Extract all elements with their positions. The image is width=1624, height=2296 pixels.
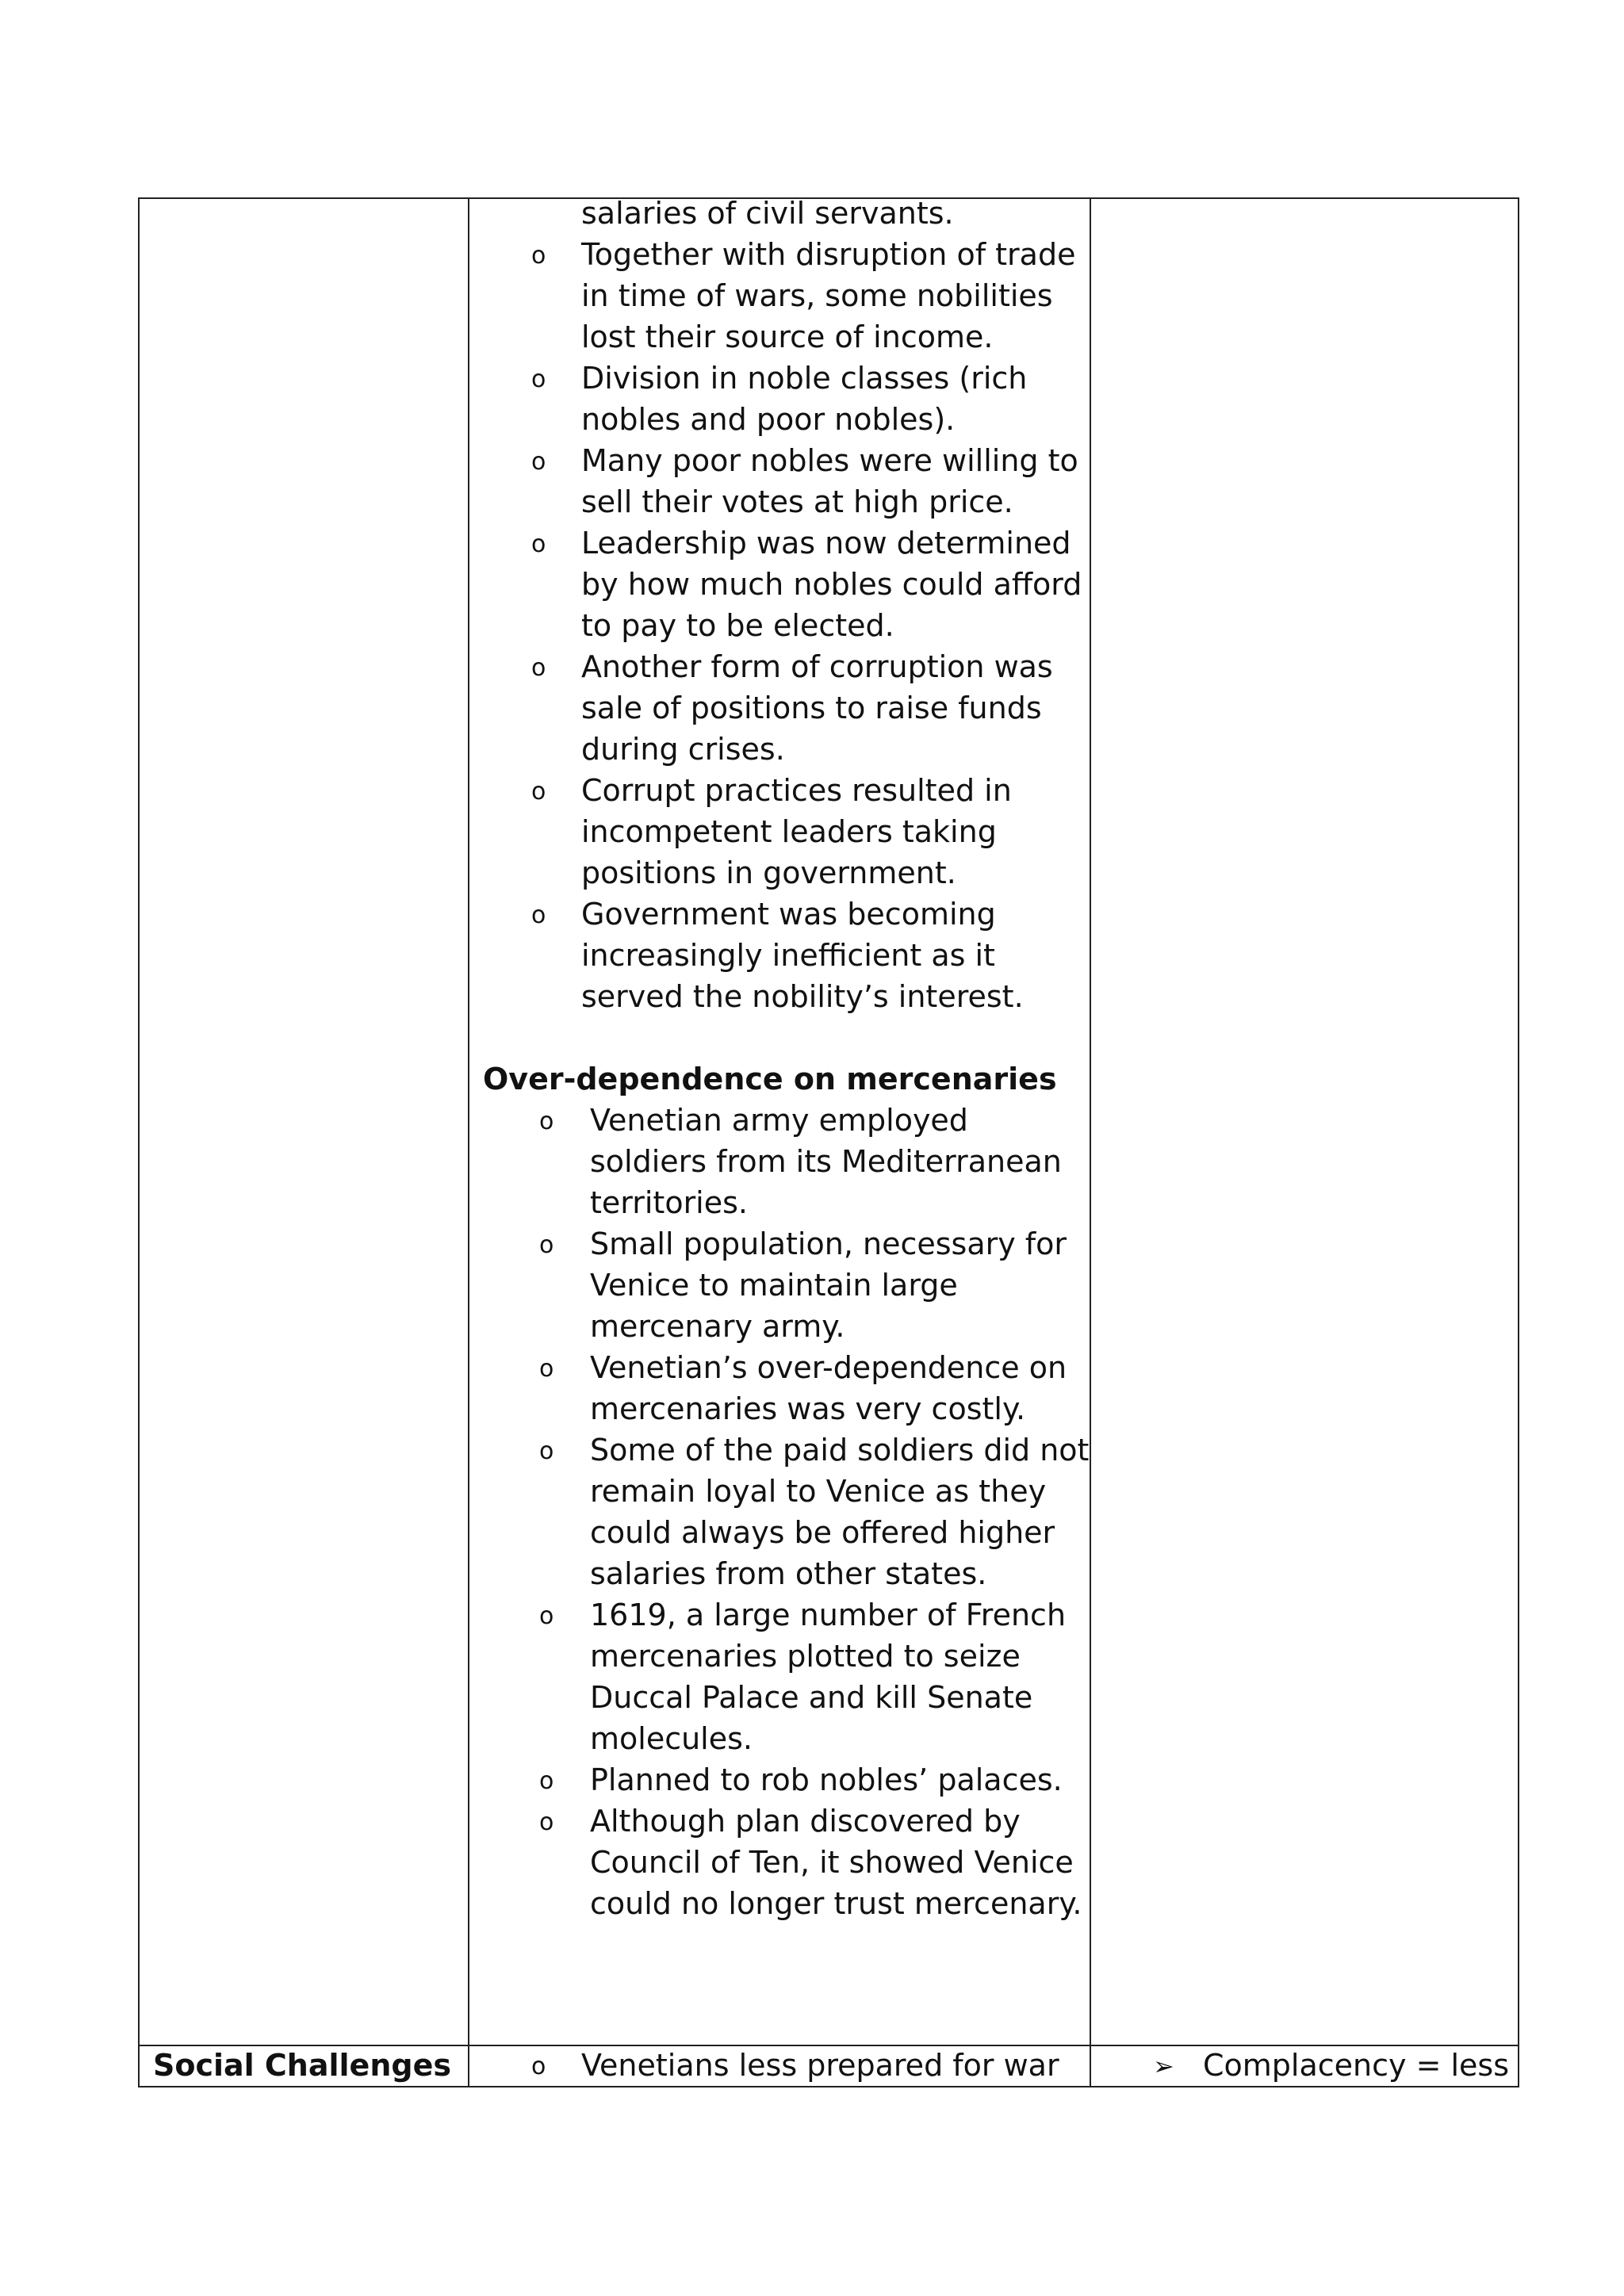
arrow-bullet-icon: ➢ bbox=[1153, 2051, 1174, 2081]
list-item bbox=[469, 234, 1090, 358]
hollow-bullet-icon: o bbox=[531, 778, 546, 806]
table-row bbox=[139, 2045, 1519, 2087]
list-item bbox=[469, 1100, 1090, 1223]
category-cell-empty bbox=[139, 198, 469, 2045]
hollow-bullet-icon: o bbox=[531, 654, 546, 682]
list-item bbox=[469, 440, 1090, 522]
notes-cell bbox=[1090, 2045, 1519, 2087]
list-item bbox=[469, 1223, 1090, 1347]
list-item-text: Leadership was now determined by how much nobles could afford to pay to be elected. bbox=[581, 526, 1082, 643]
category-label: Social Challenges bbox=[153, 2048, 451, 2083]
section-heading: Over-dependence on mercenaries bbox=[483, 1062, 1057, 1096]
notes-table bbox=[138, 197, 1519, 2087]
hollow-bullet-icon: o bbox=[531, 365, 546, 393]
list-item bbox=[469, 1347, 1090, 1429]
list-item bbox=[469, 358, 1090, 440]
list-item bbox=[469, 770, 1090, 894]
list-item-text: Together with disruption of trade in time of wars, some nobilities lost their source of income. bbox=[581, 237, 1076, 354]
hollow-bullet-icon: o bbox=[539, 1355, 554, 1383]
hollow-bullet-icon: o bbox=[539, 1437, 554, 1465]
list-item-text: Venetian army employed soldiers from its Mediterranean territories. bbox=[590, 1103, 1062, 1220]
list-item-text: Another form of corruption was sale of positions to raise funds during crises. bbox=[581, 649, 1053, 767]
hollow-bullet-icon: o bbox=[531, 901, 546, 929]
hollow-bullet-icon: o bbox=[531, 530, 546, 558]
hollow-bullet-icon: o bbox=[539, 1808, 554, 1836]
list-item-text: 1619, a large number of French mercenaries plotted to seize Duccal Palace and kill Senate molecules. bbox=[590, 1598, 1067, 1756]
list-item bbox=[469, 1759, 1090, 1800]
list-item-text: Division in noble classes (rich nobles and poor nobles). bbox=[581, 361, 1028, 437]
list-item bbox=[469, 1800, 1090, 1924]
list-item-text: Some of the paid soldiers did not remain loyal to Venice as they could always be offered higher salaries from other states. bbox=[590, 1433, 1090, 1591]
hollow-bullet-icon: o bbox=[539, 1767, 554, 1795]
list-item bbox=[469, 522, 1090, 646]
category-cell bbox=[139, 2045, 469, 2087]
notes-cell-empty bbox=[1090, 198, 1519, 2045]
corruption-bullet-list bbox=[469, 234, 1090, 1017]
list-item-text: Government was becoming increasingly inefficient as it served the nobility’s interest. bbox=[581, 897, 1024, 1014]
list-item bbox=[469, 2046, 1090, 2084]
list-item bbox=[469, 894, 1090, 1017]
list-item bbox=[469, 646, 1090, 770]
mercenaries-bullet-list bbox=[469, 1100, 1090, 1924]
hollow-bullet-icon: o bbox=[539, 1108, 554, 1135]
list-item bbox=[469, 1429, 1090, 1594]
list-item-text: Venetians less prepared for war bbox=[581, 2048, 1059, 2083]
hollow-bullet-icon: o bbox=[539, 1602, 554, 1630]
list-item bbox=[1091, 2046, 1518, 2084]
continuation-text: salaries of civil servants. bbox=[581, 199, 954, 231]
table-row bbox=[139, 198, 1519, 2045]
list-item-text: Corrupt practices resulted in incompetent leaders taking positions in government. bbox=[581, 773, 1012, 890]
list-item-text: Many poor nobles were willing to sell their votes at high price. bbox=[581, 443, 1078, 519]
hollow-bullet-icon: o bbox=[531, 448, 546, 476]
list-item-text: Planned to rob nobles’ palaces. bbox=[590, 1762, 1063, 1797]
content-cell bbox=[469, 2045, 1090, 2087]
list-item-text: Venetian’s over-dependence on mercenaries was very costly. bbox=[590, 1350, 1067, 1426]
content-cell bbox=[469, 198, 1090, 2045]
list-item-text: Although plan discovered by Council of Ten, it showed Venice could no longer trust mercenary. bbox=[590, 1804, 1082, 1921]
list-item-text: Small population, necessary for Venice to maintain large mercenary army. bbox=[590, 1226, 1067, 1344]
list-item-text: Complacency = less bbox=[1203, 2048, 1510, 2083]
hollow-bullet-icon: o bbox=[531, 2053, 546, 2080]
hollow-bullet-icon: o bbox=[539, 1231, 554, 1259]
hollow-bullet-icon: o bbox=[531, 242, 546, 270]
list-item bbox=[469, 1594, 1090, 1759]
